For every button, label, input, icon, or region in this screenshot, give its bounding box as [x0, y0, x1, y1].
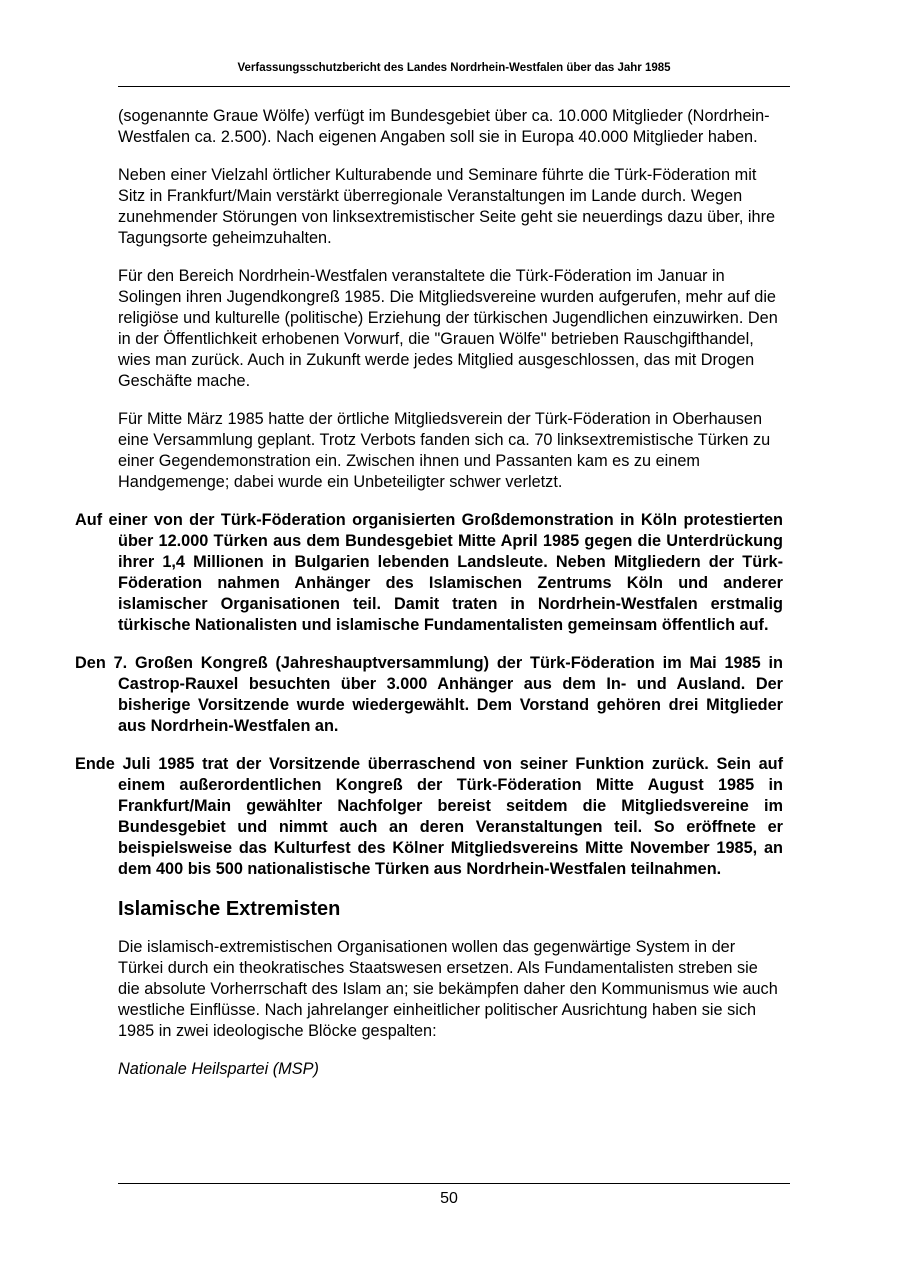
running-header: Verfassungsschutzbericht des Landes Nordrhein-Westfalen über das Jahr 1985 — [237, 62, 671, 74]
body-paragraph: Für den Bereich Nordrhein-Westfalen veranstaltete die Türk-Föderation im Januar in Solingen ihren Jugendkongreß 1985. Die Mitgliedsvereine wurden aufgerufen, mehr auf die religiöse und kulturelle (politische) Erziehung der türkischen Jugendlichen einzuwirken. Den in der Öffentlichkeit erhobenen Vorwurf, die "Grauen Wölfe" betrieben Rauschgifthandel, wies man zurück. Auch in Zukunft werde jedes Mitglied ausgeschlossen, das mit Drogen Geschäfte mache. — [118, 267, 778, 390]
body-paragraph: Neben einer Vielzahl örtlicher Kulturabende und Seminare führte die Türk-Föderation mit Sitz in Frankfurt/Main verstärkt überregionale Veranstaltungen im Lande durch. Wegen zunehmender Störungen von linksextremistischer Seite geht sie neuerdings dazu über, ihre Tagungsorte geheimzuhalten. — [118, 166, 776, 247]
section-heading: Islamische Extremisten — [118, 898, 341, 920]
footer-divider — [118, 1183, 790, 1184]
page-number: 50 — [440, 1190, 458, 1207]
body-paragraph: (sogenannte Graue Wölfe) verfügt im Bundesgebiet über ca. 10.000 Mitglieder (Nordrhein-Westfalen ca. 2.500). Nach eigenen Angaben soll sie in Europa 40.000 Mitglieder haben. — [118, 107, 770, 146]
body-paragraph: Für Mitte März 1985 hatte der örtliche Mitgliedsverein der Türk-Föderation in Oberhausen eine Versammlung geplant. Trotz Verbots fanden sich ca. 70 linksextremistische Türken zu einer Gegendemonstration ein. Zwischen ihnen und Passanten kam es zu einem Handgemenge; dabei wurde ein Unbeteiligter schwer verletzt. — [118, 410, 771, 491]
subheading-italic: Nationale Heilspartei (MSP) — [118, 1060, 319, 1078]
bold-paragraph: Auf einer von der Türk-Föderation organisierten Großdemonstration in Köln protestierten über 12.000 Türken aus dem Bundesgebiet Mitte April 1985 gegen die Unterdrückung ihrer 1,4 Millionen in Bulgarien lebenden Landsleute. Neben Mitgliedern der Türk-Föderation nahmen Anhänger des Islamischen Zentrums Köln und anderer islamischer Organisationen teil. Damit traten in Nordrhein-Westfalen erstmalig türkische Nationalisten und islamische Fundamentalisten gemeinsam öffentlich auf. — [75, 511, 783, 634]
section-paragraph: Die islamisch-extremistischen Organisationen wollen das gegenwärtige System in der Türkei durch ein theokratisches Staatswesen ersetzen. Als Fundamentalisten streben sie die absolute Vorherrschaft des Islam an; sie bekämpfen daher den Kommunismus wie auch westliche Einflüsse. Nach jahrelanger einheitlicher politischer Ausrichtung haben sie sich 1985 in zwei ideologische Blöcke gespalten: — [118, 938, 778, 1040]
bold-paragraph: Den 7. Großen Kongreß (Jahreshauptversammlung) der Türk-Föderation im Mai 1985 in Castrop-Rauxel besuchten über 3.000 Anhänger aus dem In- und Ausland. Der bisherige Vorsitzende wurde wiedergewählt. Dem Vorstand gehören drei Mitglieder aus Nordrhein-Westfalen an. — [75, 654, 783, 735]
page-body — [75, 106, 783, 1080]
bold-paragraph: Ende Juli 1985 trat der Vorsitzende überraschend von seiner Funktion zurück. Sein auf einem außerordentlichen Kongreß der Türk-Föderation Mitte August 1985 in Frankfurt/Main gewählter Nachfolger bereist seitdem die Mitgliedsvereine im Bundesgebiet und nimmt auch an deren Veranstaltungen teil. So eröffnete er beispielsweise das Kulturfest des Kölner Mitgliedsvereins Mitte November 1985, an dem 400 bis 500 nationalistische Türken aus Nordrhein-Westfalen teilnahmen. — [75, 755, 783, 878]
header-divider — [118, 86, 790, 87]
